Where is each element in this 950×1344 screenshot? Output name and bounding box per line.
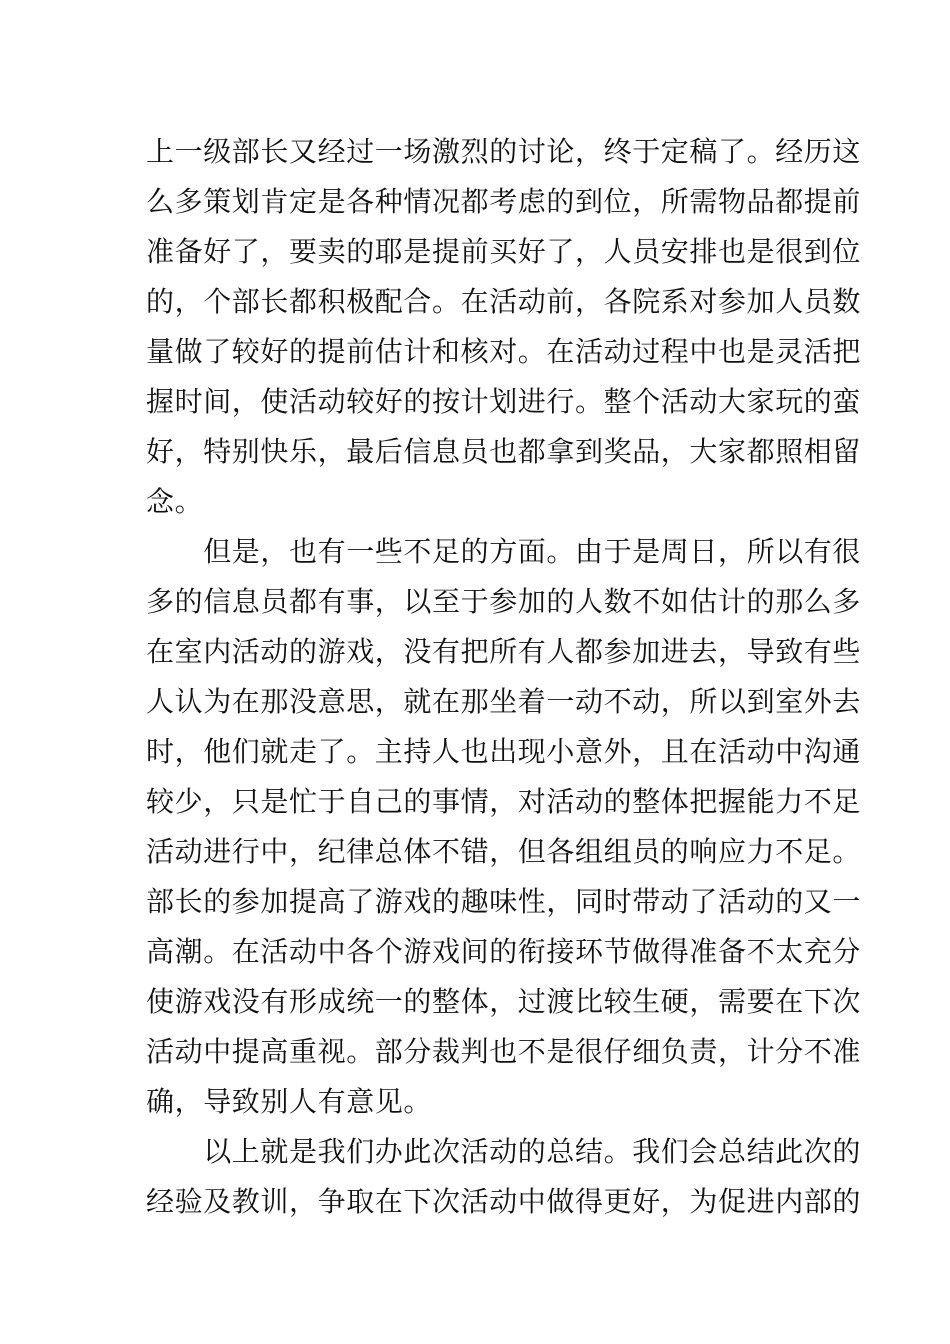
text-line: 经验及教训，争取在下次活动中做得更好，为促进内部的 [146, 1185, 862, 1218]
text-line: 以上就是我们办此次活动的总结。我们会总结此次的 [146, 1135, 862, 1168]
text-line: 多的信息员都有事，以至于参加的人数不如估计的那么多 [146, 585, 862, 618]
text-line: 时，他们就走了。主持人也出现小意外，且在活动中沟通 [146, 735, 862, 768]
text-line: 人认为在那没意思，就在那坐着一动不动，所以到室外去 [146, 685, 862, 718]
text-line: 念。 [146, 485, 204, 518]
text-line: 上一级部长又经过一场激烈的讨论，终于定稿了。经历这 [146, 135, 862, 168]
text-line: 好，特别快乐，最后信息员也都拿到奖品，大家都照相留 [146, 435, 862, 468]
text-line: 在室内活动的游戏，没有把所有人都参加进去，导致有些 [146, 635, 862, 668]
text-line: 活动中提高重视。部分裁判也不是很仔细负责，计分不准 [146, 1035, 862, 1068]
text-line: 量做了较好的提前估计和核对。在活动过程中也是灵活把 [146, 335, 862, 368]
text-line: 握时间，使活动较好的按计划进行。整个活动大家玩的蛮 [146, 385, 862, 418]
text-line: 么多策划肯定是各种情况都考虑的到位，所需物品都提前 [146, 185, 862, 218]
text-line: 部长的参加提高了游戏的趣味性，同时带动了活动的又一 [146, 885, 862, 918]
text-line: 较少，只是忙于自己的事情，对活动的整体把握能力不足 [146, 785, 862, 818]
text-line: 但是，也有一些不足的方面。由于是周日，所以有很 [146, 535, 862, 568]
text-line: 准备好了，要卖的耶是提前买好了，人员安排也是很到位 [146, 235, 862, 268]
text-line: 活动进行中，纪律总体不错，但各组组员的响应力不足。 [146, 835, 862, 868]
text-line: 使游戏没有形成统一的整体，过渡比较生硬，需要在下次 [146, 985, 862, 1018]
text-line: 确，导致别人有意见。 [146, 1085, 433, 1118]
text-line: 的，个部长都积极配合。在活动前，各院系对参加人员数 [146, 285, 862, 318]
text-line: 高潮。在活动中各个游戏间的衔接环节做得准备不太充分 [146, 935, 862, 968]
document-body [146, 127, 862, 1227]
